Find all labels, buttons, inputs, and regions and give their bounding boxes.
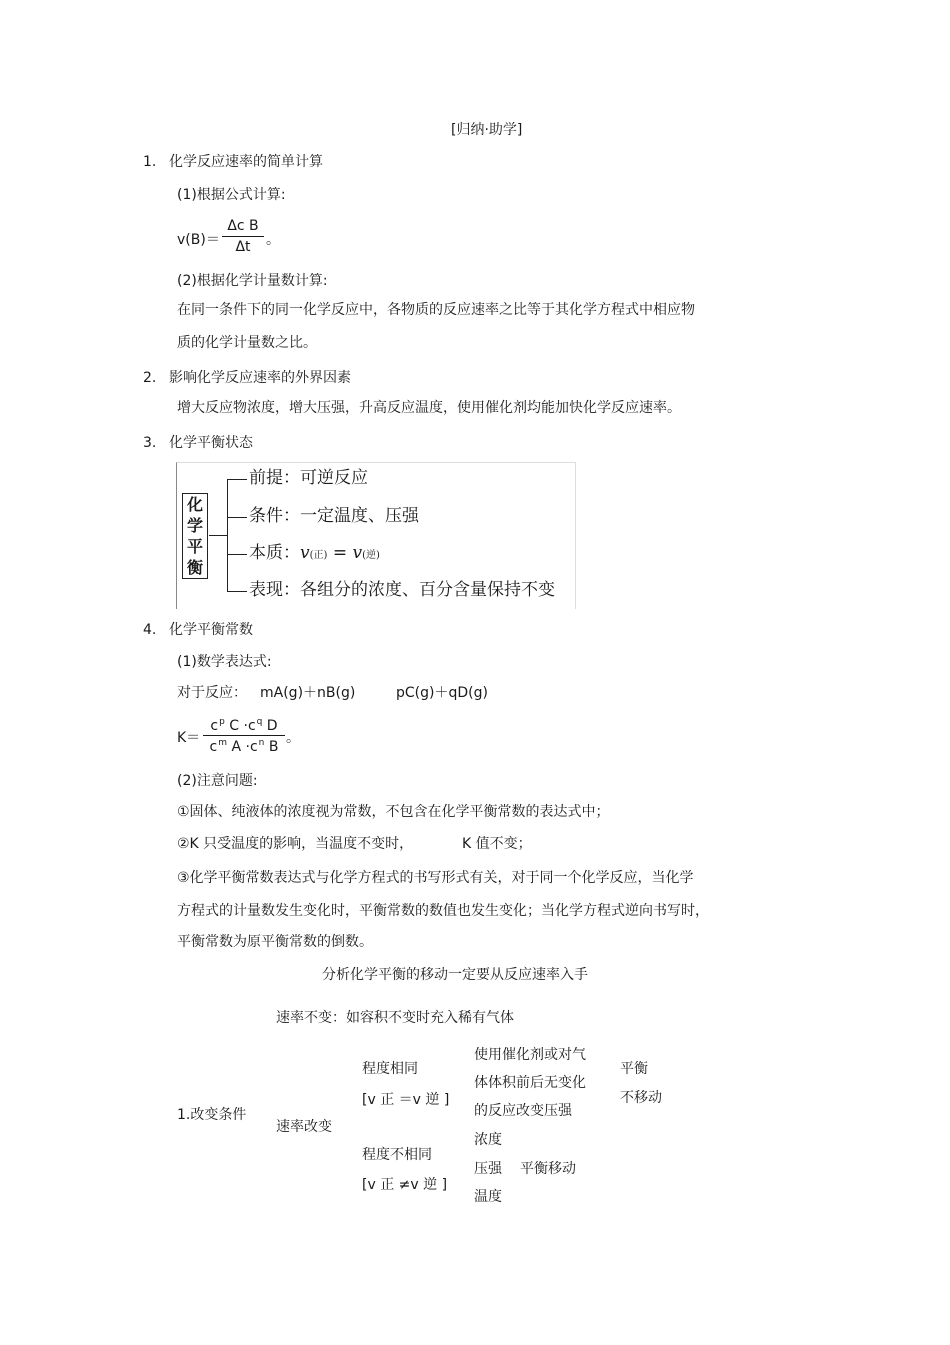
k-numerator: $c^p$ $C \cdot c^q$ D xyxy=(210,717,278,734)
bracket-line xyxy=(227,479,228,592)
k-lhs: K＝ xyxy=(177,730,201,746)
section-2-number: 2. xyxy=(143,370,157,386)
rate-formula-end: 。 xyxy=(266,232,280,248)
box-char: 化 xyxy=(186,495,203,514)
fraction-bar xyxy=(203,735,285,736)
branch-line xyxy=(227,591,247,592)
diagram-condition: 条件：一定温度、压强 xyxy=(249,506,419,526)
rate-formula-denominator: Δt xyxy=(235,239,251,255)
factor-concentration: 浓度 xyxy=(474,1132,502,1148)
catalyst-line-1: 使用催化剂或对气 xyxy=(474,1047,586,1063)
section-1-title: 化学反应速率的简单计算 xyxy=(169,154,323,170)
note-3-line-3: 平衡常数为原平衡常数的倒数。 xyxy=(177,934,373,950)
diagram-manifestation: 表现：各组分的浓度、百分含量保持不变 xyxy=(249,580,555,600)
diagram-premise: 前提：可逆反应 xyxy=(249,468,368,488)
change-condition: 1.改变条件 xyxy=(177,1107,247,1123)
section-2-title: 影响化学反应速率的外界因素 xyxy=(169,370,351,386)
section-2-paragraph: 增大反应物浓度，增大压强，升高反应温度，使用催化剂均能加快化学反应速率。 xyxy=(177,400,681,416)
section-1-item-2: (2)根据化学计量数计算: xyxy=(177,273,328,289)
note-2-a: ②K 只受温度的影响，当温度不变时， xyxy=(177,836,414,852)
rate-unchanged: 速率不变：如容积不变时充入稀有气体 xyxy=(276,1010,514,1026)
note-3-line-1: ③化学平衡常数表达式与化学方程式的书写形式有关，对于同一个化学反应，当化学 xyxy=(177,870,694,886)
catalyst-line-3: 的反应改变压强 xyxy=(474,1103,572,1119)
rate-formula-fraction xyxy=(222,219,264,255)
section-4-number: 4. xyxy=(143,622,157,638)
same-degree-condition: [v 正 ＝v 逆 ] xyxy=(362,1092,450,1108)
no-move-line-1: 平衡 xyxy=(620,1061,648,1077)
factor-temperature: 温度 xyxy=(474,1189,502,1205)
diff-degree: 程度不相同 xyxy=(362,1147,432,1163)
equilibrium-diagram xyxy=(176,462,576,609)
factor-pressure: 压强 xyxy=(474,1161,502,1177)
note-3-line-2: 方程式的计量数发生变化时，平衡常数的数值也发生变化；当化学方程式逆向书写时， xyxy=(177,903,709,919)
fraction-bar xyxy=(222,236,264,237)
k-denominator: $c^m$ $A \cdot c^n$ B xyxy=(209,738,279,755)
rate-formula-numerator: Δc B xyxy=(227,218,259,234)
equilibrium-box xyxy=(182,493,208,579)
same-degree: 程度相同 xyxy=(362,1061,418,1077)
section-3-number: 3. xyxy=(143,435,157,451)
section-4-item-1: (1)数学表达式: xyxy=(177,654,272,670)
equilibrium-moves: 平衡移动 xyxy=(520,1161,576,1177)
reaction-products: pC(g)＋qD(g) xyxy=(396,685,488,701)
box-char: 学 xyxy=(186,516,203,535)
section-3-title: 化学平衡状态 xyxy=(169,435,253,451)
box-char: 平 xyxy=(186,537,203,556)
section-1-paragraph-line-2: 质的化学计量数之比。 xyxy=(177,335,317,351)
box-char: 衡 xyxy=(186,558,203,577)
section-4-item-2: (2)注意问题: xyxy=(177,773,258,789)
k-fraction xyxy=(203,716,285,756)
no-move-line-2: 不移动 xyxy=(620,1090,662,1106)
k-end: 。 xyxy=(286,730,300,746)
connector-line xyxy=(209,535,227,536)
branch-line xyxy=(227,479,247,480)
section-header: [归纳·助学] xyxy=(451,122,523,138)
rate-changed: 速率改变 xyxy=(276,1119,332,1135)
branch-line xyxy=(227,517,247,518)
section-1-paragraph-line-1: 在同一条件下的同一化学反应中，各物质的反应速率之比等于其化学方程式中相应物 xyxy=(177,302,695,318)
reaction-reactants: mA(g)＋nB(g) xyxy=(260,685,356,701)
rate-formula-lhs: v(B)＝ xyxy=(177,232,220,248)
section-1-number: 1. xyxy=(143,154,157,170)
note-1: ①固体、纯液体的浓度视为常数，不包含在化学平衡常数的表达式中； xyxy=(177,804,610,820)
section-4-title: 化学平衡常数 xyxy=(169,622,253,638)
section-1-item-1: (1)根据公式计算: xyxy=(177,187,286,203)
diagram-essence: 本质：v(正) = v(逆) xyxy=(249,543,380,563)
reaction-label: 对于反应： xyxy=(177,685,247,701)
diff-degree-condition: [v 正 ≠v 逆 ] xyxy=(362,1177,448,1193)
shift-title: 分析化学平衡的移动一定要从反应速率入手 xyxy=(322,967,588,983)
branch-line xyxy=(227,554,247,555)
note-2-b: K 值不变； xyxy=(462,836,532,852)
catalyst-line-2: 体体积前后无变化 xyxy=(474,1075,586,1091)
